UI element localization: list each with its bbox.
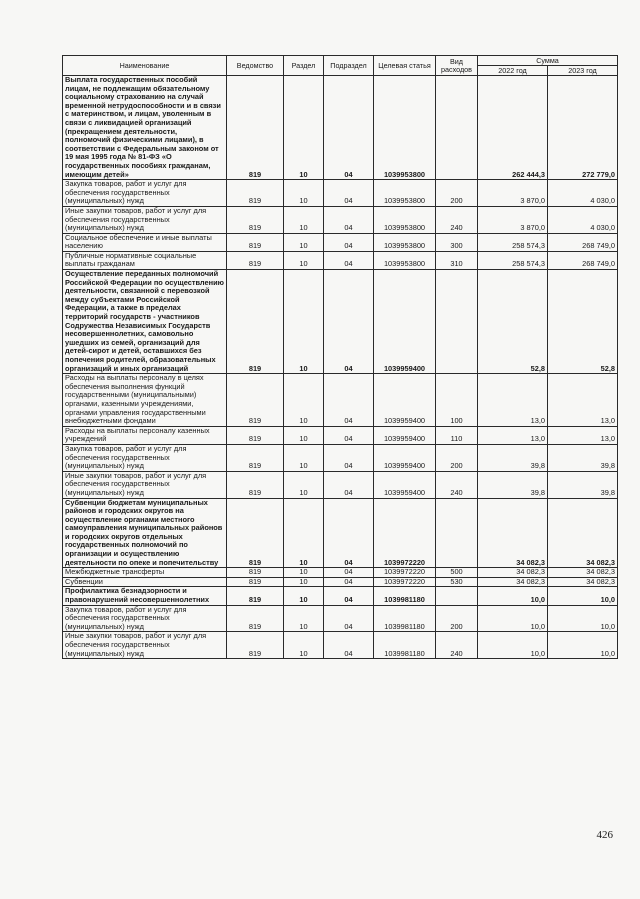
cell-sum-2023: 52,8 (548, 270, 618, 374)
cell-department: 819 (227, 270, 284, 374)
cell-department: 819 (227, 605, 284, 632)
cell-department: 819 (227, 568, 284, 578)
table-row (63, 498, 618, 568)
cell-section: 10 (284, 374, 324, 427)
cell-sum-2023: 268 749,0 (548, 251, 618, 269)
cell-sum-2023: 4 030,0 (548, 180, 618, 207)
document-sheet (62, 55, 617, 659)
cell-target: 1039981180 (374, 632, 436, 659)
cell-department: 819 (227, 444, 284, 471)
table-row (63, 587, 618, 605)
cell-name: Расходы на выплаты персоналу казенных учреждений (63, 426, 227, 444)
cell-sum-2022: 34 082,3 (478, 498, 548, 568)
cell-expense-type: 240 (436, 206, 478, 233)
cell-target: 1039959400 (374, 471, 436, 498)
cell-name: Осуществление переданных полномочий Российской Федерации по осуществлению деятельности, связанной с перевозкой между субъектами Российской Федерации, а также в пределах территорий государств - участников Содружества Независимых Государств несовершеннолетних, самовольно ушедших из семей, организаций для детей-сирот и детей, оставшихся без попечения родителей, образовательных организаций и иных организаций (63, 270, 227, 374)
cell-target: 1039953800 (374, 206, 436, 233)
cell-department: 819 (227, 180, 284, 207)
cell-section: 10 (284, 76, 324, 180)
header-department: Ведомство (227, 56, 284, 76)
cell-target: 1039953800 (374, 180, 436, 207)
cell-target: 1039972220 (374, 498, 436, 568)
table-row (63, 605, 618, 632)
cell-section: 10 (284, 587, 324, 605)
header-section: Раздел (284, 56, 324, 76)
cell-sum-2023: 39,8 (548, 471, 618, 498)
cell-subsection: 04 (324, 444, 374, 471)
cell-name: Закупка товаров, работ и услуг для обеспечения государственных (муниципальных) нужд (63, 180, 227, 207)
table-row (63, 270, 618, 374)
cell-sum-2023: 13,0 (548, 426, 618, 444)
cell-section: 10 (284, 426, 324, 444)
table-row (63, 577, 618, 587)
cell-expense-type (436, 76, 478, 180)
cell-subsection: 04 (324, 180, 374, 207)
cell-sum-2023: 34 082,3 (548, 498, 618, 568)
table-header (63, 56, 618, 76)
cell-sum-2022: 262 444,3 (478, 76, 548, 180)
header-year-2023: 2023 год (548, 66, 618, 76)
cell-section: 10 (284, 471, 324, 498)
cell-name: Закупка товаров, работ и услуг для обеспечения государственных (муниципальных) нужд (63, 444, 227, 471)
cell-target: 1039972220 (374, 568, 436, 578)
cell-target: 1039959400 (374, 270, 436, 374)
page-number: 426 (596, 829, 613, 841)
cell-sum-2022: 3 870,0 (478, 206, 548, 233)
table-row (63, 374, 618, 427)
cell-department: 819 (227, 251, 284, 269)
cell-department: 819 (227, 426, 284, 444)
table-row (63, 471, 618, 498)
cell-section: 10 (284, 577, 324, 587)
cell-expense-type: 300 (436, 233, 478, 251)
cell-expense-type: 310 (436, 251, 478, 269)
header-subsection: Подраздел (324, 56, 374, 76)
cell-target: 1039953800 (374, 233, 436, 251)
cell-sum-2022: 10,0 (478, 632, 548, 659)
cell-sum-2022: 13,0 (478, 374, 548, 427)
header-year-2022: 2022 год (478, 66, 548, 76)
cell-subsection: 04 (324, 587, 374, 605)
table-row (63, 251, 618, 269)
cell-sum-2022: 39,8 (478, 471, 548, 498)
cell-target: 1039981180 (374, 587, 436, 605)
cell-subsection: 04 (324, 76, 374, 180)
cell-expense-type: 200 (436, 180, 478, 207)
cell-department: 819 (227, 206, 284, 233)
cell-sum-2022: 34 082,3 (478, 577, 548, 587)
cell-name: Межбюджетные трансферты (63, 568, 227, 578)
cell-target: 1039972220 (374, 577, 436, 587)
cell-name: Социальное обеспечение и иные выплаты населению (63, 233, 227, 251)
cell-department: 819 (227, 577, 284, 587)
cell-name: Выплата государственных пособий лицам, не подлежащим обязательному социальному страхованию на случай временной нетрудоспособности и в связи с материнством, и лицам, уволенным в связи с ликвидацией организаций (прекращением деятельности, полномочий физическими лицами), в соответствии с Федеральным законом от 19 мая 1995 года № 81-ФЗ «О государственных пособиях гражданам, имеющим детей» (63, 76, 227, 180)
cell-name: Расходы на выплаты персоналу в целях обеспечения выполнения функций государственными (муниципальными) органами, казенными учреждениями, органами управления государственными внебюджетными фондами (63, 374, 227, 427)
table-row (63, 76, 618, 180)
cell-subsection: 04 (324, 270, 374, 374)
cell-sum-2022: 39,8 (478, 444, 548, 471)
cell-section: 10 (284, 180, 324, 207)
cell-subsection: 04 (324, 251, 374, 269)
cell-target: 1039953800 (374, 251, 436, 269)
header-name: Наименование (63, 56, 227, 76)
cell-sum-2022: 34 082,3 (478, 568, 548, 578)
cell-sum-2023: 268 749,0 (548, 233, 618, 251)
cell-sum-2023: 272 779,0 (548, 76, 618, 180)
cell-subsection: 04 (324, 374, 374, 427)
cell-name: Закупка товаров, работ и услуг для обеспечения государственных (муниципальных) нужд (63, 605, 227, 632)
cell-section: 10 (284, 233, 324, 251)
cell-section: 10 (284, 498, 324, 568)
cell-section: 10 (284, 632, 324, 659)
cell-expense-type: 110 (436, 426, 478, 444)
header-sum: Сумма (478, 56, 618, 66)
cell-subsection: 04 (324, 568, 374, 578)
cell-department: 819 (227, 471, 284, 498)
table-row (63, 233, 618, 251)
table-row (63, 444, 618, 471)
header-target: Целевая статья (374, 56, 436, 76)
cell-section: 10 (284, 206, 324, 233)
cell-sum-2023: 10,0 (548, 587, 618, 605)
cell-department: 819 (227, 632, 284, 659)
cell-target: 1039959400 (374, 374, 436, 427)
cell-subsection: 04 (324, 498, 374, 568)
table-row (63, 632, 618, 659)
cell-target: 1039981180 (374, 605, 436, 632)
cell-subsection: 04 (324, 233, 374, 251)
cell-sum-2023: 4 030,0 (548, 206, 618, 233)
budget-table (62, 55, 618, 659)
cell-name: Субвенции бюджетам муниципальных районов и городских округов на осуществление органами местного самоуправления муниципальных районов и городских округов отдельных государственных полномочий по организации и осуществлению деятельности по опеке и попечительству (63, 498, 227, 568)
cell-subsection: 04 (324, 426, 374, 444)
cell-name: Иные закупки товаров, работ и услуг для обеспечения государственных (муниципальных) нужд (63, 471, 227, 498)
cell-sum-2022: 13,0 (478, 426, 548, 444)
cell-section: 10 (284, 251, 324, 269)
cell-name: Публичные нормативные социальные выплаты гражданам (63, 251, 227, 269)
cell-target: 1039959400 (374, 426, 436, 444)
cell-sum-2023: 39,8 (548, 444, 618, 471)
cell-sum-2022: 10,0 (478, 587, 548, 605)
cell-section: 10 (284, 444, 324, 471)
cell-sum-2022: 258 574,3 (478, 251, 548, 269)
cell-target: 1039953800 (374, 76, 436, 180)
cell-expense-type: 200 (436, 444, 478, 471)
table-body (63, 76, 618, 659)
cell-section: 10 (284, 568, 324, 578)
table-row (63, 206, 618, 233)
cell-subsection: 04 (324, 577, 374, 587)
cell-name: Профилактика безнадзорности и правонарушений несовершеннолетних (63, 587, 227, 605)
cell-expense-type (436, 587, 478, 605)
cell-sum-2023: 34 082,3 (548, 577, 618, 587)
cell-section: 10 (284, 605, 324, 632)
cell-sum-2023: 10,0 (548, 605, 618, 632)
cell-expense-type (436, 270, 478, 374)
cell-target: 1039959400 (374, 444, 436, 471)
cell-name: Иные закупки товаров, работ и услуг для обеспечения государственных (муниципальных) нужд (63, 632, 227, 659)
cell-section: 10 (284, 270, 324, 374)
cell-department: 819 (227, 233, 284, 251)
cell-sum-2023: 13,0 (548, 374, 618, 427)
cell-sum-2022: 10,0 (478, 605, 548, 632)
cell-sum-2023: 34 082,3 (548, 568, 618, 578)
cell-subsection: 04 (324, 206, 374, 233)
cell-department: 819 (227, 374, 284, 427)
cell-department: 819 (227, 587, 284, 605)
cell-expense-type: 500 (436, 568, 478, 578)
cell-sum-2022: 3 870,0 (478, 180, 548, 207)
cell-subsection: 04 (324, 605, 374, 632)
cell-subsection: 04 (324, 632, 374, 659)
header-expense-type: Вид расходов (436, 56, 478, 76)
cell-expense-type: 240 (436, 632, 478, 659)
cell-department: 819 (227, 76, 284, 180)
cell-expense-type: 200 (436, 605, 478, 632)
table-row (63, 568, 618, 578)
table-row (63, 426, 618, 444)
table-row (63, 180, 618, 207)
cell-name: Иные закупки товаров, работ и услуг для обеспечения государственных (муниципальных) нужд (63, 206, 227, 233)
cell-sum-2022: 52,8 (478, 270, 548, 374)
cell-expense-type (436, 498, 478, 568)
cell-subsection: 04 (324, 471, 374, 498)
cell-sum-2022: 258 574,3 (478, 233, 548, 251)
cell-expense-type: 100 (436, 374, 478, 427)
cell-expense-type: 240 (436, 471, 478, 498)
cell-name: Субвенции (63, 577, 227, 587)
cell-department: 819 (227, 498, 284, 568)
cell-expense-type: 530 (436, 577, 478, 587)
cell-sum-2023: 10,0 (548, 632, 618, 659)
